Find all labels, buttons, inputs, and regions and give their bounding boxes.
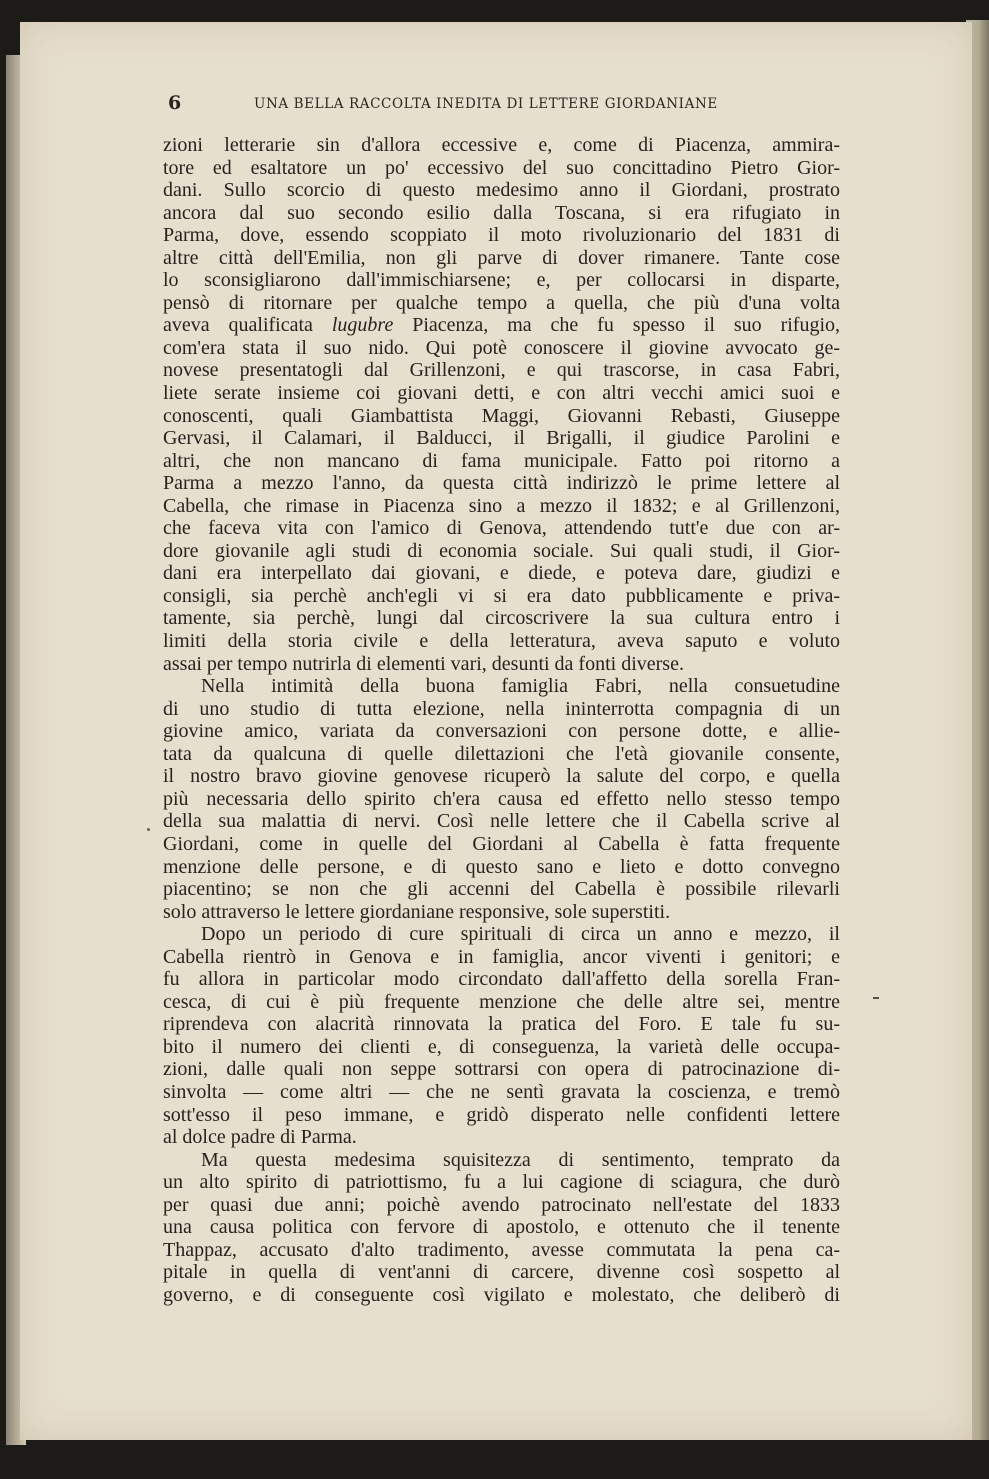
margin-mark [873, 997, 879, 999]
text-line: Parma, dove, essendo scoppiato il moto rivoluzionario del 1831 di [163, 224, 840, 247]
text-line: dani era interpellato dai giovani, e diede, e poteva dare, giudizi e [163, 562, 840, 585]
text-line: riprendeva con alacrità rinnovata la pratica del Foro. E tale fu su- [163, 1013, 840, 1036]
text-segment: aveva qualificata [163, 314, 313, 337]
text-line: governo, e di conseguente così vigilato e molestato, che deliberò di [163, 1283, 840, 1306]
text-line: zioni, dalle quali non seppe sottrarsi con opera di patrocinazione di- [163, 1058, 840, 1081]
paragraph-start: Nella intimità della buona famiglia Fabri, nella consuetudine [201, 675, 840, 698]
text-line: Giordani, come in quelle del Giordani al Cabella è fatta frequente [163, 832, 840, 855]
text-line: solo attraverso le lettere giordaniane responsive, sole superstiti. [163, 900, 671, 923]
text-line: tamente, sia perchè, lungi dal circoscrivere la sua cultura entro i [163, 607, 840, 630]
page-header [168, 92, 848, 118]
text-line: tata da qualcuna di quelle dilettazioni che l'età giovanile consente, [163, 742, 840, 765]
text-line: Parma a mezzo l'anno, da questa città indirizzò le prime lettere al [163, 472, 840, 495]
text-line: consigli, sia perchè anch'egli vi si era dato pubblicamente e priva- [163, 584, 840, 607]
text-line: sinvolta — come altri — che ne sentì gravata la coscienza, e tremò [163, 1080, 840, 1103]
text-line: dani. Sullo scorcio di questo medesimo anno il Giordani, prostrato [163, 179, 840, 202]
body-text [163, 134, 840, 1329]
text-line: di uno studio di tutta elezione, nella ininterrotta compagnia di un [163, 697, 840, 720]
text-line: limiti della storia civile e della letteratura, aveva saputo e voluto [163, 630, 840, 653]
text-line: pensò di ritornare per qualche tempo a quella, che più d'una volta [163, 291, 840, 314]
page-number: 6 [168, 92, 182, 114]
text-line: sott'esso il peso immane, e gridò disperato nelle confidenti lettere [163, 1103, 840, 1126]
text-line: fu allora in particolar modo circondato dall'affetto della sorella Fran- [163, 968, 840, 991]
text-line: giovine amico, variata da conversazioni con persone dotte, e allie- [163, 720, 840, 743]
text-line: conoscenti, quali Giambattista Maggi, Giovanni Rebasti, Giuseppe [163, 404, 840, 427]
text-line: cesca, di cui è più frequente menzione che delle altre sei, mentre [163, 990, 840, 1013]
text-line [163, 1306, 840, 1329]
text-line: menzione delle persone, e di questo sano e lieto e dotto convegno [163, 855, 840, 878]
text-line: più necessaria dello spirito ch'era causa ed effetto nello stesso tempo [163, 787, 840, 810]
text-line: zioni letterarie sin d'allora eccessive e, come di Piacenza, ammira- [163, 134, 840, 156]
text-line: Cabella, che rimase in Piacenza sino a mezzo il 1832; e al Grillenzoni, [163, 494, 840, 517]
paragraph-start: Ma questa medesima squisitezza di sentimento, temprato da [201, 1148, 840, 1171]
text-line: della sua malattia di nervi. Così nelle lettere che il Cabella scrive al [163, 810, 840, 833]
text-line: tore ed esaltatore un po' eccessivo del suo concittadino Pietro Gior- [163, 156, 840, 179]
text-line: una causa politica con fervore di apostolo, e ottenuto che il tenente [163, 1216, 840, 1239]
text-line: lo sconsigliarono dall'immischiarsene; e, per collocarsi in disparte, [163, 269, 840, 292]
text-line: Cabella rientrò in Genova e in famiglia, ancor viventi i genitori; e [163, 945, 840, 968]
text-line: per quasi due anni; poichè avendo patrocinato nell'estate del 1833 [163, 1193, 840, 1216]
text-line-with-italic [163, 314, 840, 337]
text-line: piacentino; se non che gli accenni del Cabella è possibile rilevarli [163, 878, 840, 901]
text-line: pitale in quella di vent'anni di carcere, divenne così sospetto al [163, 1261, 840, 1284]
text-line: altri, che non mancano di fama municipale. Fatto poi ritorno a [163, 449, 840, 472]
text-line: che faceva vita con l'amico di Genova, attendendo tutt'e due con ar- [163, 517, 840, 540]
text-line: al dolce padre di Parma. [163, 1126, 357, 1149]
text-line: novese presentatogli dal Grillenzoni, e qui trascorse, in casa Fabri, [163, 359, 840, 382]
text-line: com'era stata il suo nido. Qui potè conoscere il giovine avvocato ge- [163, 336, 840, 359]
paragraph-start: Dopo un periodo di cure spirituali di circa un anno e mezzo, il [201, 923, 840, 946]
text-line: altre città dell'Emilia, non gli parve di dover rimanere. Tante cose [163, 246, 840, 269]
text-line: bito il numero dei clienti e, di conseguenza, la varietà delle occupa- [163, 1035, 840, 1058]
text-line: dore giovanile agli studi di economia sociale. Sui quali studi, il Gior- [163, 539, 840, 562]
running-title: UNA BELLA RACCOLTA INEDITA DI LETTERE GIORDANIANE [254, 96, 718, 112]
italic-word: lugubre [331, 314, 394, 337]
text-line: Gervasi, il Calamari, il Balducci, il Brigalli, il giudice Parolini e [163, 427, 840, 450]
text-line: Thappaz, accusato d'alto tradimento, avesse commutata la pena ca- [163, 1238, 840, 1261]
text-segment: Piacenza, ma che fu spesso il suo rifugio, [393, 314, 841, 337]
text-line: ancora dal suo secondo esilio dalla Toscana, si era rifugiato in [163, 201, 840, 224]
text-line: liete serate insieme coi giovani detti, e con altri vecchi amici suoi e [163, 382, 840, 405]
text-line: assai per tempo nutrirla di elementi vari, desunti da fonti diverse. [163, 652, 684, 675]
text-line: un alto spirito di patriottismo, fu a lui cagione di sciagura, che durò [163, 1171, 840, 1194]
margin-dot [147, 828, 150, 831]
text-line: il nostro bravo giovine genovese ricuperò la salute del corpo, e quella [163, 765, 840, 788]
